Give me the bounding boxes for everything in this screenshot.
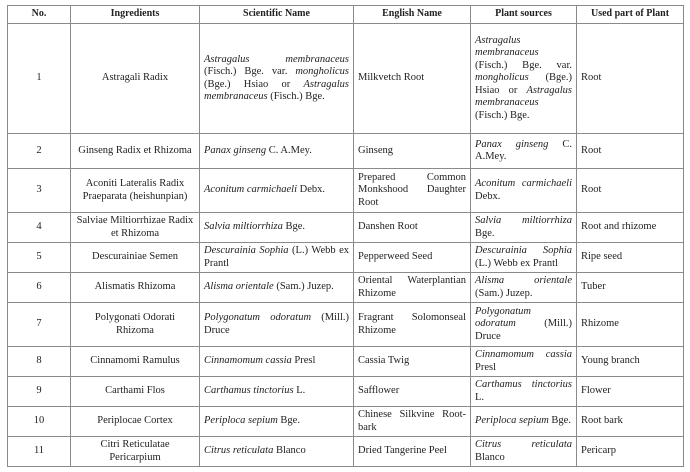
- species-name: Astragalus membranaceus: [475, 34, 539, 59]
- cell-ingredient: Astragali Radix: [71, 24, 200, 134]
- species-name: Descurainia Sophia: [475, 245, 572, 256]
- cell-used-part: Root: [577, 169, 684, 213]
- cell-used-part: Root bark: [577, 407, 684, 437]
- table-row: [8, 303, 684, 347]
- cell-plant-source: [471, 347, 577, 377]
- cell-plant-source: [471, 24, 577, 134]
- cell-used-part: Root: [577, 134, 684, 169]
- cell-ingredient: Carthami Flos: [71, 377, 200, 407]
- cell-plant-source: [471, 303, 577, 347]
- authority-text: (Sam.) Juzep.: [273, 281, 334, 293]
- cell-english-name: Chinese Silkvine Root-bark: [354, 407, 471, 437]
- cell-scientific-name: [200, 243, 354, 273]
- cell-used-part: Tuber: [577, 273, 684, 303]
- authority-text: Bge.: [475, 227, 495, 239]
- authority-text: (Fisch.) Bge.: [475, 109, 530, 121]
- cell-scientific-name: [200, 347, 354, 377]
- authority-text: Bge.: [282, 221, 306, 233]
- cell-english-name: Cassia Twig: [354, 347, 471, 377]
- cell-used-part: Flower: [577, 377, 684, 407]
- species-name: Polygonatum odoratum: [475, 305, 531, 330]
- cell-used-part: Young branch: [577, 347, 684, 377]
- cell-no: 3: [8, 169, 71, 213]
- cell-no: 9: [8, 377, 71, 407]
- species-name: Descurainia Sophia: [204, 245, 289, 256]
- table-row: [8, 243, 684, 273]
- cell-ingredient: Polygonati Odorati Rhizoma: [71, 303, 200, 347]
- authority-text: (Mill.) Druce: [204, 312, 349, 336]
- authority-text: C. A.Mey.: [475, 138, 572, 162]
- header-no: No.: [8, 6, 71, 24]
- species-name: Carthamus tinctorius: [204, 385, 294, 397]
- cell-no: 6: [8, 273, 71, 303]
- species-name: Cinnamomum cassia: [204, 355, 292, 367]
- table-row: [8, 273, 684, 303]
- cell-no: 5: [8, 243, 71, 273]
- cell-english-name: Safflower: [354, 377, 471, 407]
- authority-text: Blanco: [475, 451, 505, 463]
- header-scientific-name: Scientific Name: [200, 6, 354, 24]
- cell-ingredient: Periplocae Cortex: [71, 407, 200, 437]
- species-name: mongholicus: [295, 66, 349, 77]
- cell-scientific-name: [200, 273, 354, 303]
- cell-ingredient: Descurainiae Semen: [71, 243, 200, 273]
- table-row: [8, 213, 684, 243]
- cell-scientific-name: [200, 134, 354, 169]
- cell-plant-source: [471, 437, 577, 467]
- cell-scientific-name: [200, 377, 354, 407]
- cell-english-name: Pepperweed Seed: [354, 243, 471, 273]
- species-name: Citrus reticulata: [204, 445, 274, 457]
- authority-text: (Mill.) Druce: [475, 318, 572, 342]
- cell-scientific-name: [200, 437, 354, 467]
- header-ingredients: Ingredients: [71, 6, 200, 24]
- cell-no: 2: [8, 134, 71, 169]
- cell-used-part: Ripe seed: [577, 243, 684, 273]
- authority-text: Presl: [291, 355, 316, 367]
- authority-text: L.: [475, 391, 485, 403]
- authority-text: Presl: [475, 361, 496, 373]
- cell-no: 11: [8, 437, 71, 467]
- authority-text: (L.) Webb ex Prantl: [475, 257, 558, 269]
- cell-scientific-name: [200, 407, 354, 437]
- cell-english-name: Oriental Waterplantian Rhizome: [354, 273, 471, 303]
- cell-ingredient: Cinnamomi Ramulus: [71, 347, 200, 377]
- species-name: Polygonatum odoratum: [204, 312, 312, 323]
- species-name: Astragalus membranaceus: [204, 78, 349, 102]
- header-used-part: Used part of Plant: [577, 6, 684, 24]
- cell-plant-source: [471, 407, 577, 437]
- header-row: [8, 6, 684, 24]
- species-name: Alisma orientale: [475, 275, 572, 286]
- cell-english-name: Fragrant Solomonseal Rhizome: [354, 303, 471, 347]
- table-header: [8, 6, 684, 24]
- species-name: mongholicus: [475, 72, 529, 84]
- cell-english-name: Milkvetch Root: [354, 24, 471, 134]
- table-row: [8, 24, 684, 134]
- authority-text: (L.) Webb ex Prantl: [204, 245, 349, 269]
- header-plant-sources: Plant sources: [471, 6, 577, 24]
- species-name: Aconitum carmichaeli: [475, 178, 572, 189]
- cell-plant-source: [471, 377, 577, 407]
- authority-text: (Sam.) Juzep.: [475, 287, 533, 299]
- species-name: Panax ginseng: [475, 138, 549, 150]
- species-name: Carthamus tinctorius: [475, 379, 572, 390]
- cell-plant-source: [471, 169, 577, 213]
- cell-scientific-name: [200, 213, 354, 243]
- ingredients-table: [7, 5, 684, 467]
- species-name: Citrus reticulata: [475, 439, 572, 450]
- authority-text: L.: [293, 385, 306, 397]
- species-name: Astragalus membranaceus: [204, 53, 349, 65]
- cell-plant-source: [471, 273, 577, 303]
- cell-scientific-name: [200, 303, 354, 347]
- cell-ingredient: Alismatis Rhizoma: [71, 273, 200, 303]
- authority-text: Bge.: [277, 415, 300, 427]
- cell-ingredient: Aconiti Lateralis Radix Praeparata (heishunpian): [71, 169, 200, 213]
- cell-no: 4: [8, 213, 71, 243]
- cell-no: 8: [8, 347, 71, 377]
- cell-english-name: Ginseng: [354, 134, 471, 169]
- cell-english-name: Prepared Common Monkshood Daughter Root: [354, 169, 471, 213]
- table-row: [8, 169, 684, 213]
- species-name: Salvia miltiorrhiza: [204, 221, 283, 233]
- table-body: [8, 24, 684, 467]
- authority-text: Bge.: [548, 415, 571, 427]
- cell-used-part: Rhizome: [577, 303, 684, 347]
- cell-english-name: Danshen Root: [354, 213, 471, 243]
- species-name: Panax ginseng: [204, 144, 267, 156]
- species-name: Periploca sepium: [475, 415, 549, 427]
- species-name: Periploca sepium: [204, 415, 278, 427]
- cell-used-part: Root: [577, 24, 684, 134]
- cell-plant-source: [471, 243, 577, 273]
- species-name: Aconitum carmichaeli: [204, 184, 298, 196]
- cell-plant-source: [471, 213, 577, 243]
- authority-text: C. A.Mey.: [266, 144, 312, 156]
- authority-text: (Fisch.) Bge.: [267, 91, 325, 102]
- authority-text: Debx.: [297, 184, 326, 196]
- authority-text: (Bge.) Hsiao or: [475, 72, 572, 96]
- cell-scientific-name: [200, 169, 354, 213]
- cell-no: 1: [8, 24, 71, 134]
- species-name: Salvia miltiorrhiza: [475, 215, 572, 226]
- header-english-name: English Name: [354, 6, 471, 24]
- cell-english-name: Dried Tangerine Peel: [354, 437, 471, 467]
- cell-ingredient: Citri Reticulatae Pericarpium: [71, 437, 200, 467]
- cell-used-part: Root and rhizome: [577, 213, 684, 243]
- species-name: Cinnamomum cassia: [475, 349, 572, 360]
- authority-text: Blanco: [273, 445, 306, 457]
- table-row: [8, 347, 684, 377]
- authority-text: (Fisch.) Bge. var.: [475, 59, 572, 71]
- table-row: [8, 377, 684, 407]
- cell-ingredient: Salviae Miltiorrhizae Radix et Rhizoma: [71, 213, 200, 243]
- cell-no: 7: [8, 303, 71, 347]
- authority-text: (Bge.) Hsiao or: [204, 78, 304, 90]
- species-name: Astragalus membranaceus: [475, 84, 572, 109]
- table-row: [8, 134, 684, 169]
- authority-text: Debx.: [475, 190, 501, 202]
- cell-used-part: Pericarp: [577, 437, 684, 467]
- cell-ingredient: Ginseng Radix et Rhizoma: [71, 134, 200, 169]
- cell-plant-source: [471, 134, 577, 169]
- table-row: [8, 407, 684, 437]
- authority-text: (Fisch.) Bge. var.: [204, 66, 296, 77]
- table-row: [8, 437, 684, 467]
- cell-scientific-name: [200, 24, 354, 134]
- species-name: Alisma orientale: [204, 281, 274, 293]
- cell-no: 10: [8, 407, 71, 437]
